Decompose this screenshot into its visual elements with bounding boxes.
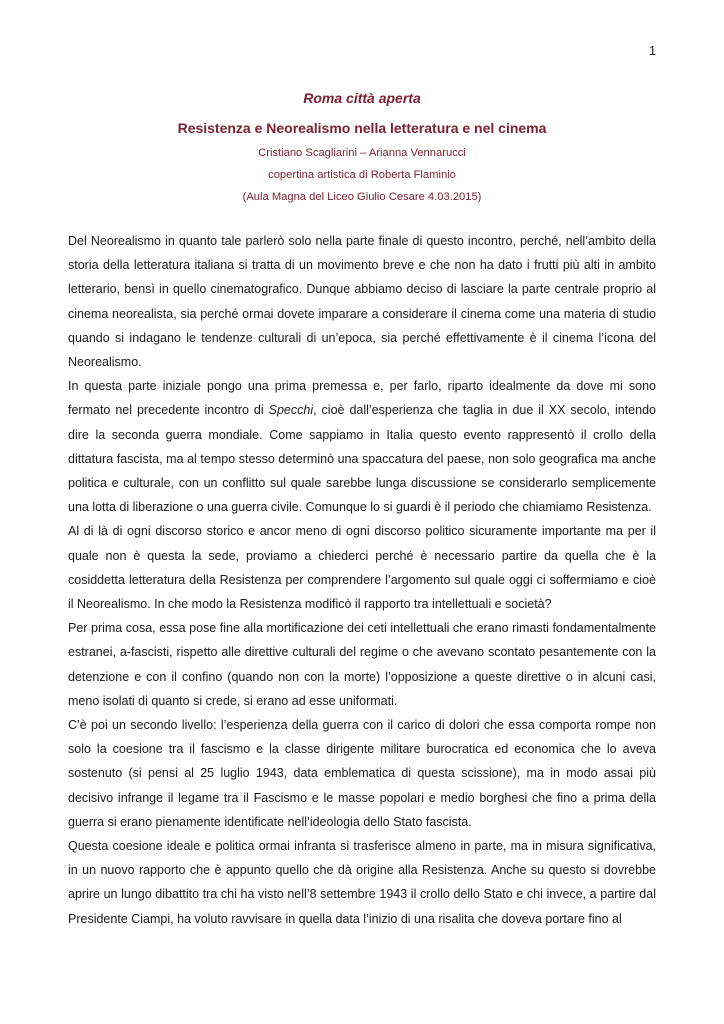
authors-line: Cristiano Scagliarini – Arianna Vennarucci — [258, 147, 466, 159]
body-text — [68, 229, 656, 931]
italic-title: Specchi — [268, 403, 314, 418]
document-subtitle: Resistenza e Neorealismo nella letteratura e nel cinema — [177, 120, 547, 136]
paragraph: Questa coesione ideale e politica ormai infranta si trasferisce almeno in parte, ma in misura significativa, in un nuovo rapporto che è appunto quello che dà origine alla Resistenza. Anche su questo si dovrebbe aprire un lungo dibattito tra chi ha visto nell’8 settembre 1943 il crollo dello Stato e chi invece, a partire dal Presidente Ciampi, ha voluto ravvisare in quella data l’inizio di una risalita che doveva portare fino al — [68, 839, 656, 926]
document-header — [68, 88, 656, 204]
paragraph-text: In questa parte iniziale pongo una prima premessa e, per farlo, riparto idealmente da dove mi sono fermato nel precedente incontro di — [68, 379, 656, 418]
venue-line: (Aula Magna del Liceo Giulio Cesare 4.03.2015) — [242, 191, 482, 203]
paragraph: Al di là di ogni discorso storico e ancor meno di ogni discorso politico sicuramente importante ma per il quale non è questa la sede, proviamo a chiederci perché è necessario partire da quella che è la cosiddetta letteratura della Resistenza per comprendere l’argomento sul quale oggi ci soffermiamo e cioè il Neorealismo. In che modo la Resistenza modificò il rapporto tra intellettuali e società? — [68, 524, 656, 612]
paragraph: Per prima cosa, essa pose fine alla mortificazione dei ceti intellettuali che erano rimasti fondamentalmente estranei, a-fascisti, rispetto alle direttive culturali del regime o che avevano scontato pesantemente con la detenzione e con il confino (quando non con la morte) l’opposizione a queste direttive o in alcuni casi, meno isolati di quanto si crede, si erano ad esse uniformati. — [68, 621, 656, 708]
paragraph: C’è poi un secondo livello: l’esperienza della guerra con il carico di dolori che essa comporta rompe non solo la coesione tra il fascismo e la classe dirigente militare burocratica ed economica che lo aveva sostenuto (si pensi al 25 luglio 1943, data emblematica di questa scissione), ma in modo assai più decisivo infrange il legame tra il Fascismo e le masse popolari e medio borghesi che fino a prima della guerra si erano pienamente identificate nell’ideologia dello Stato fascista. — [68, 718, 656, 829]
paragraph-text: , cioè dall’esperienza che taglia in due il XX secolo, intendo dire la seconda guerra mondiale. Come sappiamo in Italia questo evento rappresentò il crollo della dittatura fascista, ma al tempo stesso determinò una spaccatura del paese, non solo geografica ma anche politica e culturale, con un conflitto sul quale sarebbe lunga discussione se considerarlo semplicemente una lotta di liberazione o una guerra civile. Comunque lo si guardi è il periodo che chiamiamo Resistenza. — [68, 403, 656, 515]
cover-credit-line: copertina artistica di Roberta Flaminio — [268, 169, 456, 181]
page-number: 1 — [649, 44, 656, 58]
paragraph: Del Neorealismo in quanto tale parlerò solo nella parte finale di questo incontro, perché, nell’ambito della storia della letteratura italiana si tratta di un movimento breve e che non ha dato i frutti più alti in ambito letterario, bensì in quello cinematografico. Dunque abbiamo deciso di lasciare la parte centrale proprio al cinema neorealista, sia perché ormai dovete imparare a considerare il cinema come una materia di studio quando si indagano le tendenze culturali di un’epoca, sia perché effettivamente è il cinema l’icona del Neorealismo. — [68, 234, 656, 370]
paragraph — [68, 374, 656, 519]
document-title: Roma città aperta — [303, 90, 421, 106]
